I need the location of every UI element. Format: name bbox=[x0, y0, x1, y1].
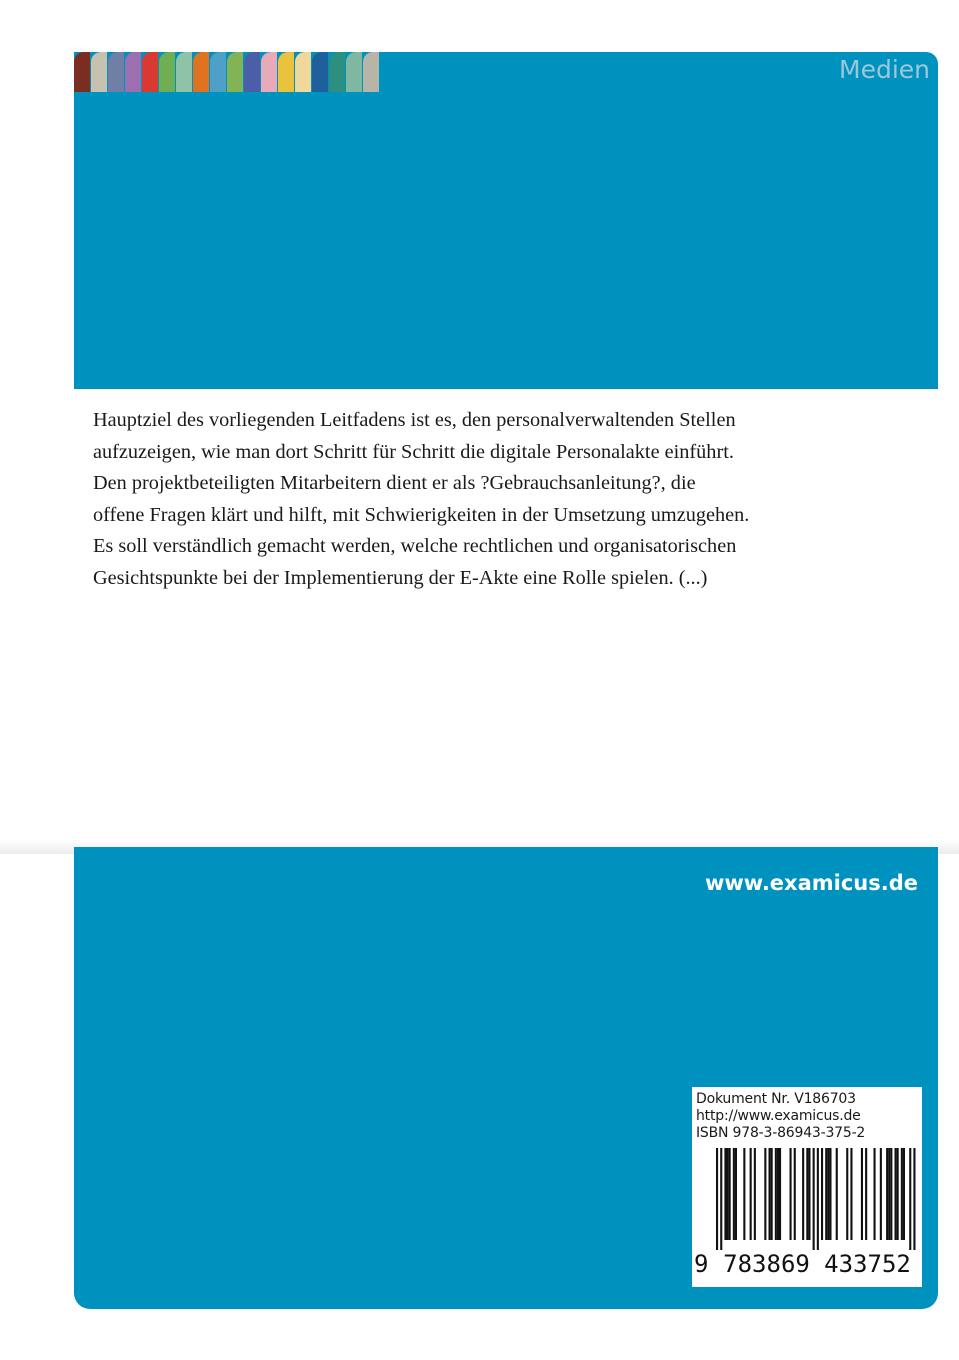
barcode-bar bbox=[754, 1148, 756, 1240]
barcode-bar bbox=[750, 1148, 752, 1240]
color-stripe bbox=[210, 52, 226, 92]
barcode-bar bbox=[897, 1148, 899, 1240]
barcode-bar bbox=[846, 1148, 848, 1240]
barcode-bar bbox=[743, 1148, 745, 1240]
barcode-bar bbox=[861, 1148, 863, 1240]
cover-bottom-panel bbox=[74, 847, 938, 1309]
barcode-bar bbox=[733, 1148, 735, 1240]
barcode-bar bbox=[764, 1148, 766, 1240]
barcode-bar bbox=[777, 1148, 779, 1240]
series-category: Medien bbox=[839, 55, 930, 84]
color-stripe bbox=[295, 52, 311, 92]
barcode-bar bbox=[775, 1148, 777, 1240]
barcode-bar bbox=[865, 1148, 867, 1240]
color-stripe bbox=[108, 52, 124, 92]
color-stripe bbox=[278, 52, 294, 92]
barcode-bar bbox=[913, 1148, 915, 1250]
color-stripe bbox=[312, 52, 328, 92]
isbn-number: ISBN 978-3-86943-375-2 bbox=[696, 1125, 866, 1141]
color-stripe bbox=[159, 52, 175, 92]
barcode-bar bbox=[729, 1148, 731, 1240]
barcode-bar bbox=[836, 1148, 838, 1240]
barcode-bar bbox=[806, 1148, 808, 1240]
barcode-label bbox=[692, 1087, 922, 1287]
barcode-first-digit: 9 bbox=[694, 1250, 709, 1278]
barcode-bar bbox=[850, 1148, 852, 1240]
barcode-bar bbox=[825, 1148, 827, 1240]
color-stripe bbox=[346, 52, 362, 92]
barcode-bar bbox=[802, 1148, 804, 1240]
barcode-bar bbox=[895, 1148, 897, 1240]
barcode-bar bbox=[779, 1148, 781, 1240]
color-stripes bbox=[74, 52, 380, 92]
publisher-website[interactable]: www.examicus.de bbox=[704, 871, 918, 895]
color-stripe bbox=[227, 52, 243, 92]
barcode-bar bbox=[771, 1148, 773, 1240]
barcode-bar bbox=[821, 1148, 823, 1240]
color-stripe bbox=[193, 52, 209, 92]
barcode-bar bbox=[888, 1148, 890, 1240]
color-stripe bbox=[125, 52, 141, 92]
barcode-digits bbox=[694, 1250, 918, 1278]
color-stripe bbox=[142, 52, 158, 92]
barcode-bar bbox=[901, 1148, 903, 1240]
barcode-bar bbox=[790, 1148, 792, 1240]
barcode-bar bbox=[874, 1148, 876, 1240]
barcode-left-group: 783869 bbox=[723, 1250, 810, 1278]
isbn-barcode bbox=[716, 1148, 918, 1250]
barcode-bar bbox=[827, 1148, 829, 1240]
barcode-bar bbox=[735, 1148, 737, 1240]
barcode-bar bbox=[794, 1148, 796, 1240]
barcode-bar bbox=[769, 1148, 771, 1240]
barcode-bar bbox=[890, 1148, 892, 1240]
color-stripe bbox=[329, 52, 345, 92]
barcode-bar bbox=[716, 1148, 718, 1250]
document-number: Dokument Nr. V186703 bbox=[696, 1091, 856, 1107]
color-stripe bbox=[261, 52, 277, 92]
color-stripe bbox=[74, 52, 90, 92]
publisher-url: http://www.examicus.de bbox=[696, 1108, 861, 1124]
barcode-bar bbox=[909, 1148, 911, 1250]
barcode-bar bbox=[903, 1148, 905, 1240]
barcode-bar bbox=[720, 1148, 722, 1250]
barcode-bar bbox=[817, 1148, 819, 1250]
color-stripe bbox=[363, 52, 379, 92]
barcode-bar bbox=[886, 1148, 888, 1240]
barcode-bar bbox=[813, 1148, 815, 1250]
barcode-bar bbox=[880, 1148, 882, 1240]
barcode-right-group: 433752 bbox=[824, 1250, 911, 1278]
barcode-bar bbox=[829, 1148, 831, 1240]
back-cover-blurb: Hauptziel des vorliegenden Leitfadens ist es, den personalverwaltenden Stellen aufzuzeigen, wie man dort Schritt für Schritt die digitale Personalakte einführt. Den projektbeteiligten Mitarbeitern dient er als ?Gebrauchsanleitung?, die offene Fragen klärt und hilft, mit Schwierigkeiten in der Umsetzung umzugehen. Es soll verständlich gemacht werden, welche rechtlichen und organisatorischen Gesichtspunkte bei der Implementierung der E-Akte eine Rolle spielen. (...) bbox=[93, 409, 750, 589]
color-stripe bbox=[176, 52, 192, 92]
color-stripe bbox=[244, 52, 260, 92]
color-stripe bbox=[91, 52, 107, 92]
barcode-bar bbox=[808, 1148, 810, 1240]
barcode-bar bbox=[727, 1148, 729, 1240]
cover-top-panel bbox=[74, 52, 938, 389]
barcode-bar bbox=[724, 1148, 726, 1240]
